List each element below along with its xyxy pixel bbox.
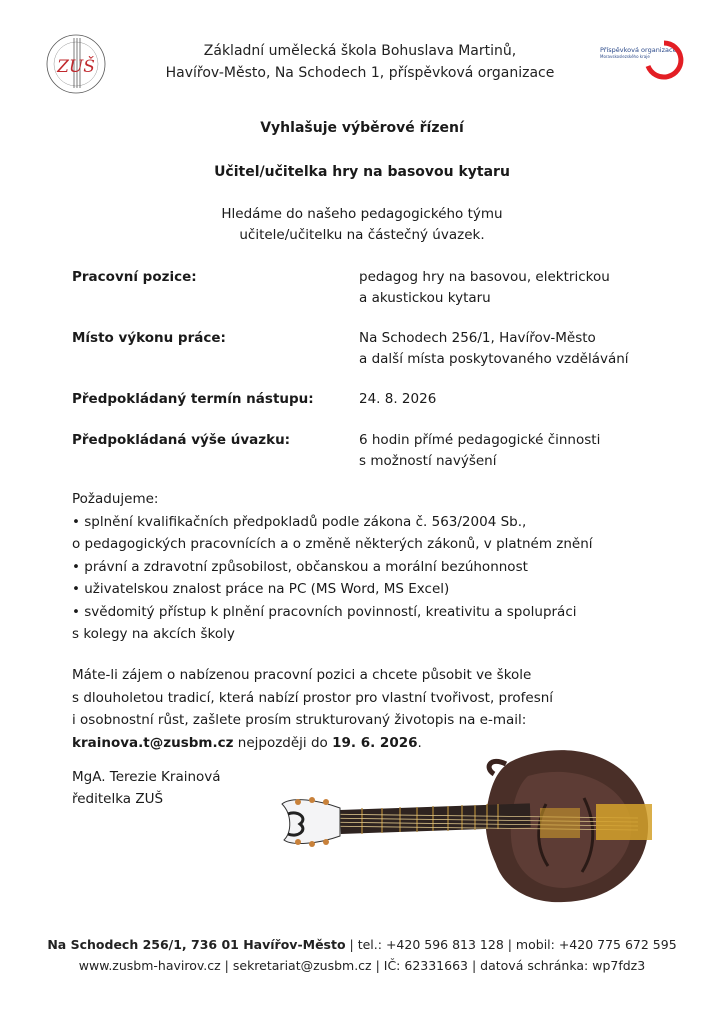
intro-line2: učitele/učitelku na částečný úvazek. [239,227,485,243]
intro-line1: Hledáme do našeho pedagogického týmu [221,206,503,222]
school-logo [44,32,108,96]
header-line2: Havířov-Město, Na Schodech 1, příspěvková organizace [165,65,555,81]
requirements-heading: Požadujeme: [72,491,159,507]
footer-address: Na Schodech 256/1, 736 01 Havířov-Město [47,937,346,952]
detail-value [359,328,679,370]
detail-value-line1: 6 hodin přímé pedagogické činnosti [359,432,601,448]
requirement-line: • splnění kvalifikačních předpokladů podle zákona č. 563/2004 Sb., [72,513,527,530]
detail-value-line1: 24. 8. 2026 [359,391,437,407]
requirement-line: o pedagogických pracovnících a o změně některých zákonů, v platném znění [72,536,593,552]
detail-value-line2: a akustickou kytaru [359,290,491,306]
closing-line3: i osobnostní růst, zašlete prosím strukturovaný životopis na e-mail: [72,712,527,728]
detail-value-line1: pedagog hry na basovou, elektrickou [359,269,610,285]
detail-label: Místo výkonu práce: [72,330,226,346]
requirements-section [72,488,672,646]
detail-value [359,267,679,309]
deadline-date: 19. 6. 2026 [332,734,418,751]
contact-email[interactable]: krainova.t@zusbm.cz [72,734,234,751]
region-logo [598,40,686,80]
detail-label: Předpokládaný termín nástupu: [72,391,314,407]
intro-text [150,204,574,246]
footer-phones: | tel.: +420 596 813 128 | mobil: +420 775 672 595 [345,937,677,952]
position-title: Učitel/učitelka hry na basovou kytaru [214,164,510,180]
footer-line2: www.zusbm-havirov.cz | sekretariat@zusbm.cz | IČ: 62331663 | datová schránka: wp7fdz3 [78,958,646,973]
mandolin-illustration [278,742,658,912]
closing-mid: nejpozději do [233,734,333,751]
closing-line2: s dlouholetou tradicí, která nabízí prostor pro vlastní tvořivost, profesní [72,689,554,706]
closing-end: . [417,734,422,751]
requirement-line: s kolegy na akcích školy [72,626,235,642]
region-logo-line2: Moravskoslezského kraje [600,54,650,59]
region-logo-ring-icon [644,40,684,80]
requirement-line: • uživatelskou znalost práce na PC (MS Word, MS Excel) [72,581,450,597]
header-line1: Základní umělecká škola Bohuslava Martinů, [203,43,517,59]
announcement-title: Vyhlašuje výběrové řízení [260,120,464,136]
detail-value [359,430,679,472]
detail-label: Pracovní pozice: [72,269,197,285]
footer-line1 [0,934,724,955]
signature-name: MgA. Terezie Krainová [72,769,221,785]
school-header [130,40,590,84]
signature-role: ředitelka ZUŠ [72,791,164,807]
region-logo-line1: Příspěvková organizace [600,46,677,54]
page-footer [0,934,724,976]
detail-value-line1: Na Schodech 256/1, Havířov-Město [359,330,596,346]
detail-label: Předpokládaná výše úvazku: [72,432,291,448]
requirement-line: • svědomitý přístup k plnění pracovních povinností, kreativitu a spolupráci [72,603,577,620]
detail-value-line2: a další místa poskytovaného vzdělávání [359,351,629,367]
signature [72,766,221,810]
detail-value [359,389,679,410]
requirement-line: • právní a zdravotní způsobilost, občanskou a morální bezúhonnost [72,558,528,575]
detail-value-line2: s možností navýšení [359,453,497,469]
logo-left-text: ZUŠ [57,57,95,77]
closing-paragraph [72,664,632,754]
closing-line1: Máte-li zájem o nabízenou pracovní pozici a chcete působit ve škole [72,667,532,683]
mandolin-icon [278,742,658,912]
